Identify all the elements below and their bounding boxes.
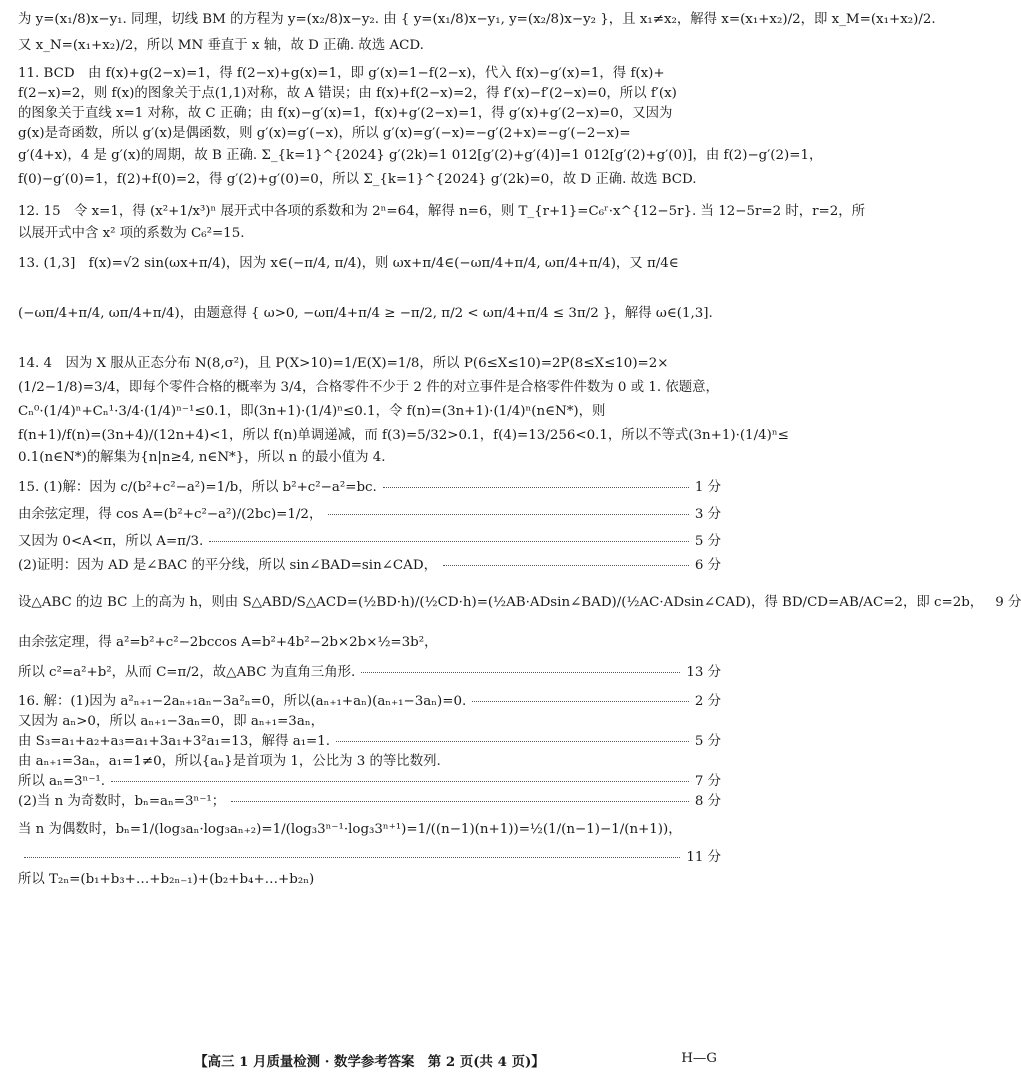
- score-label: 3 分: [694, 507, 721, 522]
- text-line: 又 x_N=(x₁+x₂)/2，所以 MN 垂直于 x 轴，故 D 正确. 故选 ACD.: [18, 38, 424, 53]
- leader-dots: [209, 541, 689, 542]
- text-line: f(2−x)=2，则 f(x)的图象关于点(1,1)对称，故 A 错误；由 f(x)+f(2−x)=2，得 f′(x)−f′(2−x)=0，所以 f′(x): [18, 86, 677, 101]
- leader-dots: [472, 701, 689, 702]
- text-line: 当 n 为偶数时，bₙ=1/(log₃aₙ·log₃aₙ₊₂)=1/(log₃3ⁿ⁻¹·log₃3ⁿ⁺¹)=1/((n−1)(n+1))=½(1/(n−1)−1/(n+1))，: [18, 822, 682, 837]
- text-line: (−ωπ/4+π/4, ωπ/4+π/4)，由题意得 { ω>0, −ωπ/4+π/4 ≥ −π/2, π/2 < ωπ/4+π/4 ≤ 3π/2 }，解得 ω∈(1,3].: [18, 306, 713, 321]
- text-line: 所以 aₙ=3ⁿ⁻¹.: [18, 774, 106, 789]
- text-line: Cₙ⁰·(1/4)ⁿ+Cₙ¹·3/4·(1/4)ⁿ⁻¹≤0.1，即(3n+1)·(1/4)ⁿ≤0.1，令 f(n)=(3n+1)·(1/4)ⁿ(n∈N*)，则: [18, 404, 606, 419]
- text-line: 由余弦定理，得 cos A=(b²+c²−a²)/(2bc)=1/2，: [18, 507, 323, 522]
- leader-dots: [328, 514, 688, 515]
- score-label: 5 分: [694, 734, 721, 749]
- text-line: 的图象关于直线 x=1 对称，故 C 正确；由 f(x)−g′(x)=1，f(x)+g′(2−x)=1，得 g′(x)+g′(2−x)=0，又因为: [18, 106, 673, 121]
- text-line: (2)证明：因为 AD 是∠BAC 的平分线，所以 sin∠BAD=sin∠CAD，: [18, 558, 437, 573]
- score-line: [18, 476, 721, 500]
- text-line: f(0)−g′(0)=1，f(2)+f(0)=2，得 g′(2)+g′(0)=0，所以 Σ_{k=1}^{2024} g′(2k)=0，故 D 正确. 故选 BCD.: [18, 172, 697, 187]
- score-label: 11 分: [686, 850, 721, 865]
- score-label: 8 分: [694, 794, 721, 809]
- text-line: 16. 解：(1)因为 a²ₙ₊₁−2aₙ₊₁aₙ−3a²ₙ=0，所以(aₙ₊₁+aₙ)(aₙ₊₁−3aₙ)=0.: [18, 694, 467, 709]
- text-line: 又因为 aₙ>0，所以 aₙ₊₁−3aₙ=0，即 aₙ₊₁=3aₙ，: [18, 714, 324, 729]
- score-line: [18, 792, 721, 812]
- leader-dots: [111, 781, 689, 782]
- page-footer: [0, 1051, 739, 1070]
- footer-code: H—G: [681, 1051, 717, 1066]
- score-line: [18, 848, 721, 868]
- score-line: [18, 530, 721, 554]
- score-line: [18, 578, 1021, 628]
- leader-dots: [361, 672, 680, 673]
- footer-title: 【高三 1 月质量检测 · 数学参考答案 第 2 页(共 4 页)】: [194, 1054, 545, 1070]
- text-line: (1/2−1/8)=3/4，即每个零件合格的概率为 3/4，合格零件不少于 2 件的对立事件是合格零件件数为 0 或 1. 依题意，: [18, 380, 719, 395]
- text-line: 所以 T₂ₙ=(b₁+b₃+…+b₂ₙ₋₁)+(b₂+b₄+…+b₂ₙ): [18, 872, 315, 887]
- leader-dots: [336, 741, 689, 742]
- score-label: 1 分: [694, 480, 721, 495]
- score-label: 6 分: [694, 558, 721, 573]
- text-line: 11. BCD 由 f(x)+g(2−x)=1，得 f(2−x)+g(x)=1，即 g′(x)=1−f(2−x)，代入 f(x)−g′(x)=1，得 f(x)+: [18, 66, 665, 81]
- text-line: 0.1(n∈N*)的解集为{n|n≥4, n∈N*}，所以 n 的最小值为 4.: [18, 450, 386, 465]
- score-label: 7 分: [694, 774, 721, 789]
- text-line: 由余弦定理，得 a²=b²+c²−2bccos A=b²+4b²−2b×2b×½=3b²，: [18, 635, 438, 650]
- text-line: 12. 15 令 x=1，得 (x²+1/x³)ⁿ 展开式中各项的系数和为 2ⁿ=64，解得 n=6，则 T_{r+1}=C₆ʳ·x^{12−5r}. 当 12−5r=2 时，r=2，所: [18, 204, 866, 219]
- score-line: [18, 500, 721, 530]
- text-line: 由 aₙ₊₁=3aₙ，a₁=1≠0，所以{aₙ}是首项为 1，公比为 3 的等比数列.: [18, 754, 441, 769]
- text-line: 14. 4 因为 X 服从正态分布 N(8,σ²)，且 P(X>10)=1/E(X)=1/8，所以 P(6≤X≤10)=2P(8≤X≤10)=2×: [18, 356, 669, 371]
- score-line: [18, 692, 721, 712]
- leader-dots: [383, 487, 689, 488]
- text-line: 15. (1)解：因为 c/(b²+c²−a²)=1/b，所以 b²+c²−a²=bc.: [18, 480, 377, 495]
- score-label: 5 分: [694, 534, 721, 549]
- leader-dots: [24, 857, 680, 858]
- score-line: [18, 658, 721, 688]
- leader-dots: [231, 801, 689, 802]
- text-line: 为 y=(x₁/8)x−y₁. 同理，切线 BM 的方程为 y=(x₂/8)x−y₂. 由 { y=(x₁/8)x−y₁, y=(x₂/8)x−y₂ }，且 x₁≠x₂，解得 x=(x₁+x₂)/2，即 x_M=(x₁+x₂)/2.: [18, 12, 936, 27]
- score-line: [18, 732, 721, 752]
- score-label: 9 分: [995, 595, 1021, 610]
- text-line: 13. (1,3] f(x)=√2 sin(ωx+π/4)，因为 x∈(−π/4, π/4)，则 ωx+π/4∈(−ωπ/4+π/4, ωπ/4+π/4)，又 π/4∈: [18, 256, 679, 271]
- text-line: g′(4+x)，4 是 g′(x)的周期，故 B 正确. Σ_{k=1}^{2024} g′(2k)=1 012[g′(2)+g′(4)]=1 012[g′(2)+g′(0)]，由 f(2)−g′(2)=1，: [18, 148, 823, 163]
- text-line: 由 S₃=a₁+a₂+a₃=a₁+3a₁+3²a₁=13，解得 a₁=1.: [18, 734, 331, 749]
- text-line: 设△ABC 的边 BC 上的高为 h，则由 S△ABD/S△ACD=(½BD·h)/(½CD·h)=(½AB·ADsin∠BAD)/(½AC·ADsin∠CAD)，得 BD/CD=AB/AC=2，即 c=2b，: [18, 595, 984, 610]
- text-line: 以展开式中含 x² 项的系数为 C₆²=15.: [18, 226, 245, 241]
- score-line: [18, 554, 721, 578]
- score-label: 13 分: [686, 665, 721, 680]
- text-line: 又因为 0<A<π，所以 A=π/3.: [18, 534, 204, 549]
- text-line: 所以 c²=a²+b²，从而 C=π/2，故△ABC 为直角三角形.: [18, 665, 356, 680]
- score-label: 2 分: [694, 694, 721, 709]
- text-line: g(x)是奇函数，所以 g′(x)是偶函数，则 g′(x)=g′(−x)，所以 g′(x)=g′(−x)=−g′(2+x)=−g′(−2−x)=: [18, 126, 631, 141]
- text-line: (2)当 n 为奇数时，bₙ=aₙ=3ⁿ⁻¹；: [18, 794, 226, 809]
- leader-dots: [443, 565, 689, 566]
- text-line: f(n+1)/f(n)=(3n+4)/(12n+4)<1，所以 f(n)单调递减，而 f(3)=5/32>0.1，f(4)=13/256<0.1，所以不等式(3n+1)·(1/4)ⁿ≤: [18, 428, 789, 443]
- score-line: [18, 772, 721, 792]
